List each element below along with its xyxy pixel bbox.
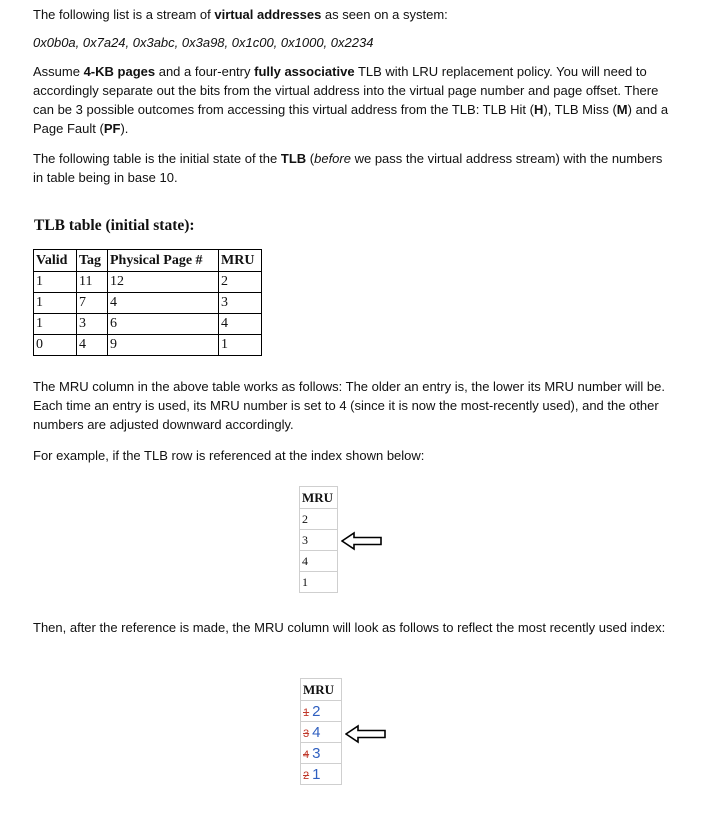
cell-mru: 2 xyxy=(219,272,262,293)
tlb-table xyxy=(33,249,262,356)
new-value: 2 xyxy=(312,702,321,720)
mru-before-cell: 4 xyxy=(300,551,338,572)
example-intro: For example, if the TLB row is referenced at the index shown below: xyxy=(33,448,425,463)
mru-after-cell xyxy=(301,764,342,785)
new-value: 4 xyxy=(312,723,321,741)
new-value: 3 xyxy=(312,744,321,762)
cell-mru: 3 xyxy=(219,293,262,314)
old-value: 3 xyxy=(303,727,310,740)
mru-before-table xyxy=(299,486,338,593)
mru-after-cell xyxy=(301,743,342,764)
old-value: 2 xyxy=(303,769,310,782)
cell-tag: 3 xyxy=(77,314,108,335)
left-arrow-icon xyxy=(341,531,383,551)
tlb-heading: TLB table (initial state): xyxy=(34,217,195,234)
mru-after-cell xyxy=(301,722,342,743)
table-row xyxy=(34,335,262,356)
mru-after-cell xyxy=(301,701,342,722)
new-value: 1 xyxy=(312,765,321,783)
table-row xyxy=(34,314,262,335)
header-mru: MRU xyxy=(219,250,262,272)
cell-physical-page: 12 xyxy=(108,272,219,293)
table-intro-paragraph: The following table is the initial state of the TLB (before we pass the virtual address stream) with the numbers in table being in base 10. xyxy=(33,151,663,185)
cell-valid: 1 xyxy=(34,272,77,293)
cell-tag: 4 xyxy=(77,335,108,356)
header-valid: Valid xyxy=(34,250,77,272)
mru-before-header: MRU xyxy=(300,487,338,509)
cell-tag: 7 xyxy=(77,293,108,314)
table-row xyxy=(34,293,262,314)
tlb-header-row xyxy=(34,250,262,272)
cell-physical-page: 6 xyxy=(108,314,219,335)
old-value: 4 xyxy=(303,748,310,761)
old-value: 1 xyxy=(303,706,310,719)
cell-valid: 1 xyxy=(34,293,77,314)
table-row xyxy=(34,272,262,293)
mru-before-cell: 1 xyxy=(300,572,338,593)
cell-physical-page: 9 xyxy=(108,335,219,356)
cell-physical-page: 4 xyxy=(108,293,219,314)
header-tag: Tag xyxy=(77,250,108,272)
mru-before-cell: 2 xyxy=(300,509,338,530)
mru-before-cell: 3 xyxy=(300,530,338,551)
then-paragraph: Then, after the reference is made, the MRU column will look as follows to reflect the most recently used index: xyxy=(33,620,666,635)
mru-after-table xyxy=(300,678,342,785)
mru-explanation: The MRU column in the above table works as follows: The older an entry is, the lower its MRU number will be. Each time an entry is used, its MRU number is set to 4 (since it is now the most-recently used), and the other numbers are adjusted downward accordingly. xyxy=(33,379,665,432)
mru-after-header: MRU xyxy=(301,679,342,701)
cell-valid: 1 xyxy=(34,314,77,335)
assumptions-paragraph: Assume 4-KB pages and a four-entry fully associative TLB with LRU replacement policy. You will need to accordingly separate out the bits from the virtual address into the virtual page number and page offset. There can be 3 possible outcomes from accessing this virtual address from the TLB: TLB Hit (H), TLB Miss (M) and a Page Fault (PF). xyxy=(33,64,669,136)
cell-valid: 0 xyxy=(34,335,77,356)
cell-tag: 11 xyxy=(77,272,108,293)
intro-line: The following list is a stream of virtual addresses as seen on a system: xyxy=(33,7,448,22)
cell-mru: 1 xyxy=(219,335,262,356)
header-physical-page: Physical Page # xyxy=(108,250,219,272)
address-stream: 0x0b0a, 0x7a24, 0x3abc, 0x3a98, 0x1c00, 0x1000, 0x2234 xyxy=(33,35,374,50)
left-arrow-icon xyxy=(345,724,387,744)
cell-mru: 4 xyxy=(219,314,262,335)
